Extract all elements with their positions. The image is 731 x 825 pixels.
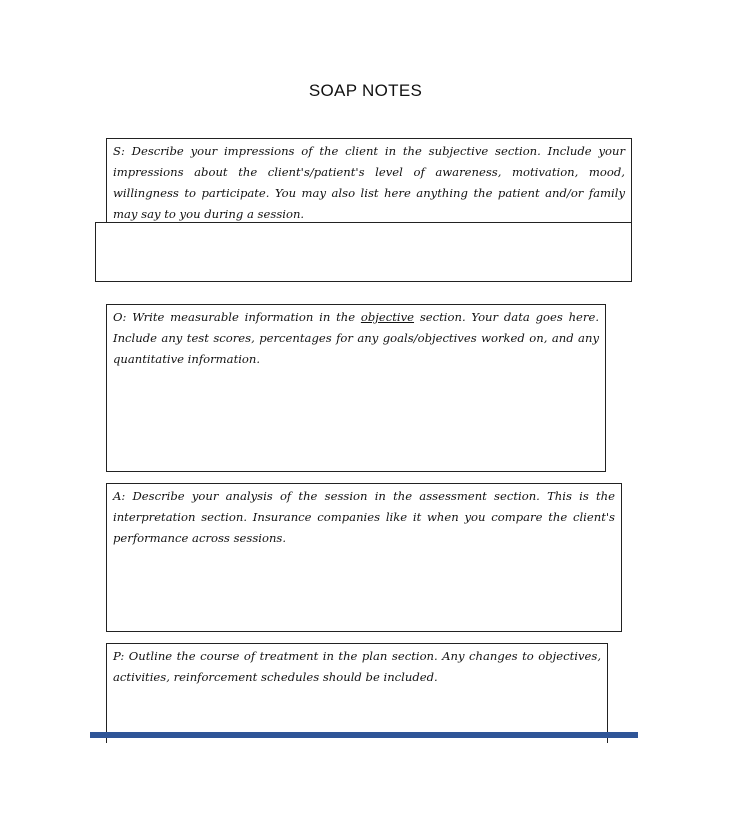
objective-underlined-word: objective	[360, 310, 415, 324]
plan-text-after: section. Any changes to objectives, activities, reinforcement schedules should be included.	[113, 649, 602, 684]
objective-text-after: section. Your data goes here. Include any test scores, percentages for any goals/objectives worked on, and any quantitative information.	[113, 310, 600, 366]
plan-section-text	[107, 644, 607, 688]
subjective-section-box	[106, 138, 632, 223]
plan-section-box[interactable]	[106, 643, 608, 743]
plan-text-before: P: Outline the course of treatment in the	[113, 649, 362, 663]
plan-emphasis-word: plan	[361, 649, 388, 663]
objective-section-box[interactable]	[106, 304, 606, 472]
objective-section-text	[107, 305, 605, 370]
footer-bar	[90, 732, 638, 738]
page-title: SOAP NOTES	[308, 81, 423, 100]
subjective-section-text: S: Describe your impressions of the client in the subjective section. Include your impressions about the client's/patient's level of awareness, motivation, mood, willingness to participate. You may also list here anything the patient and/or family may say to you during a session.	[113, 144, 625, 221]
subjective-notes-area[interactable]	[95, 222, 632, 282]
assessment-section-box[interactable]	[106, 483, 622, 632]
objective-text-before: O: Write measurable information in the	[113, 310, 361, 324]
assessment-section-text: A: Describe your analysis of the session in the assessment section. This is the interpretation section. Insurance companies like it when you compare the client's performance across sessions.	[113, 489, 615, 545]
